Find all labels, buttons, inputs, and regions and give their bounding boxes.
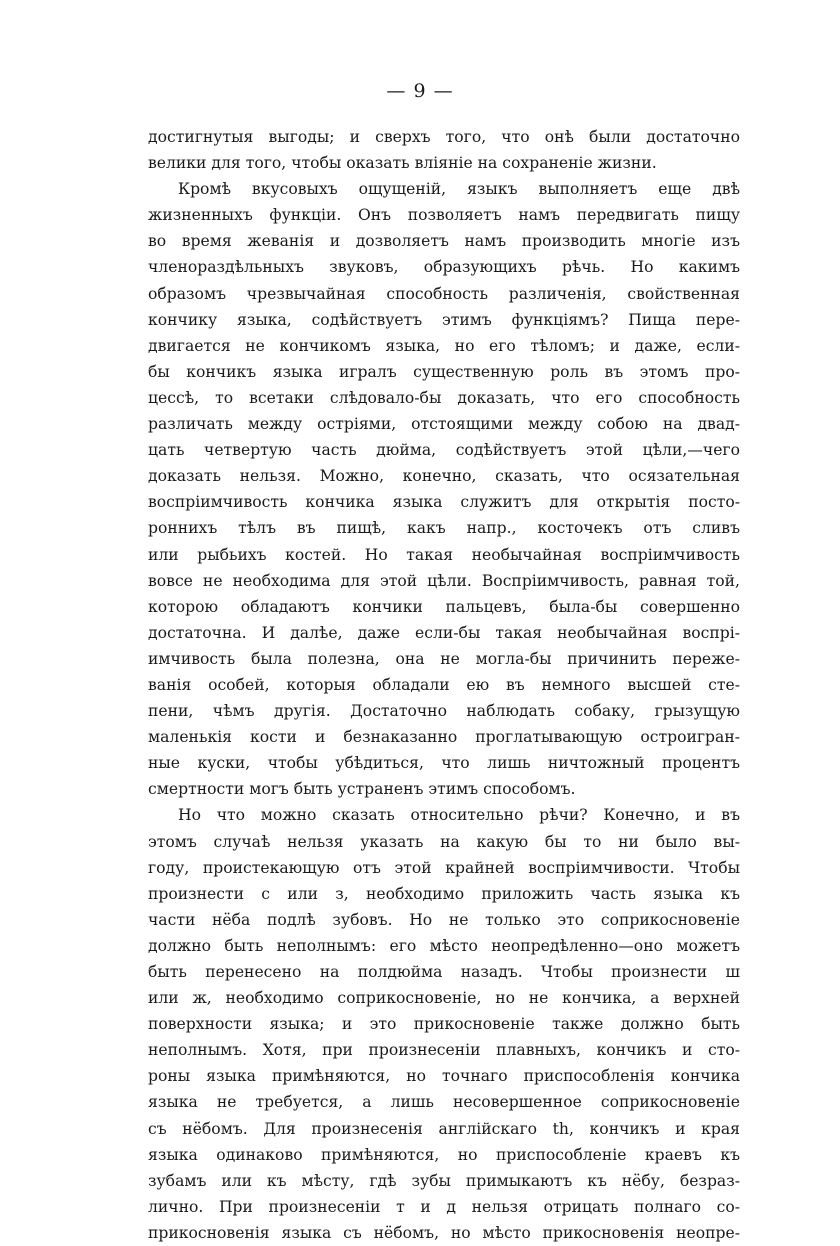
text-line: языка одинаково примѣняются, но приспособленіе краевъ къ <box>148 1145 740 1164</box>
text-line: доказать нельзя. Можно, конечно, сказать, что осязательная <box>148 467 740 486</box>
text-line: которою обладаютъ кончики пальцевъ, была-бы совершенно <box>148 597 740 616</box>
text-line: ванія особей, которыя обладали ею въ немного высшей сте- <box>148 675 740 694</box>
text-line: поверхности языка; и это прикосновеніе также должно быть <box>148 1015 740 1034</box>
text-line: во время жеванія и дозволяетъ намъ производить многіе изъ <box>148 232 740 251</box>
text-line: произнести с или з, необходимо приложить часть языка къ <box>148 884 740 903</box>
text-line: съ нёбомъ. Для произнесенія англійскаго th, кончикъ и края <box>148 1119 740 1138</box>
text-line: языка не требуется, а лишь несовершенное соприкосновеніе <box>148 1093 740 1112</box>
text-line: образомъ чрезвычайная способность различенія, свойственная <box>148 284 740 303</box>
text-line: цать четвертую часть дюйма, содѣйствуетъ этой цѣли,—чего <box>148 441 740 460</box>
text-line: быть перенесено на полдюйма назадъ. Чтобы произнести ш <box>148 963 740 981</box>
text-line: году, проистекающую отъ этой крайней воспріимчивости. Чтобы <box>148 858 740 877</box>
text-line: достигнутыя выгоды; и сверхъ того, что онѣ были достаточно <box>148 128 740 146</box>
text-line: лично. При произнесеніи т и д нельзя отрицать полнаго со- <box>148 1197 740 1216</box>
text-line: этомъ случаѣ нельзя указать на какую бы то ни было вы- <box>148 832 740 851</box>
text-line: двигается не кончикомъ языка, но его тѣломъ; и даже, если- <box>148 336 740 355</box>
text-line: прикосновенія языка съ нёбомъ, но мѣсто прикосновенія неопре- <box>148 1223 740 1242</box>
text-line: кончику языка, содѣйствуетъ этимъ функціямъ? Пища пере- <box>148 310 740 329</box>
text-line: маленькія кости и безнаказанно проглатывающую остроигран- <box>148 728 740 747</box>
text-line: различать между остріями, отстоящими между собою на двад- <box>148 415 740 434</box>
text-line: части нёба подлѣ зубовъ. Но не только это соприкосновеніе <box>148 910 740 929</box>
text-line: Кромѣ вкусовыхъ ощущеній, языкъ выполняетъ еще двѣ <box>178 180 740 199</box>
text-line: имчивость была полезна, она не могла-бы причинить пережe- <box>148 649 740 668</box>
text-line: или рыбьихъ костей. Но такая необычайная воспріимчивость <box>148 545 740 564</box>
text-line: Но что можно сказать относительно рѣчи? Конечно, и въ <box>178 806 740 825</box>
page-body-text <box>148 124 740 1246</box>
text-line: роннихъ тѣлъ въ пищѣ, какъ напр., косточекъ отъ сливъ <box>148 519 740 538</box>
text-line: или ж, необходимо соприкосновеніе, но не кончика, а верхней <box>148 989 740 1008</box>
text-line: воспріимчивость кончика языка служитъ для открытія посто- <box>148 493 740 512</box>
text-line: неполнымъ. Хотя, при произнесеніи плавныхъ, кончикъ и сто- <box>148 1041 740 1060</box>
text-line: роны языка примѣняются, но точнаго приспособленія кончика <box>148 1067 740 1086</box>
text-line: достаточна. И далѣе, даже если-бы такая необычайная воспрі- <box>148 623 740 642</box>
text-line: членораздѣльныхъ звуковъ, образующихъ рѣчь. Но какимъ <box>148 258 740 277</box>
text-line: ные куски, чтобы убѣдиться, что лишь ничтожный процентъ <box>148 754 740 773</box>
page-number-header: — 9 — <box>386 80 454 102</box>
text-line: вовсе не необходима для этой цѣли. Воспріимчивость, равная той, <box>148 571 740 590</box>
text-line: жизненныхъ функціи. Онъ позволяетъ намъ передвигать пищу <box>148 206 740 225</box>
text-line: бы кончикъ языка игралъ существенную роль въ этомъ про- <box>148 362 740 381</box>
text-line: велики для того, чтобы оказать вліяніе на сохраненіе жизни. <box>148 154 657 173</box>
text-line: смертности могъ быть устраненъ этимъ способомъ. <box>148 780 576 799</box>
text-line: зубамъ или къ мѣсту, гдѣ зубы примыкаютъ къ нёбу, безраз- <box>148 1171 740 1190</box>
text-line: должно быть неполнымъ: его мѣсто неопредѣленно—оно можетъ <box>148 936 740 955</box>
text-line: цессѣ, то всетаки слѣдовало-бы доказать, что его способность <box>148 388 740 407</box>
text-line: пени, чѣмъ другія. Достаточно наблюдать собаку, грызущую <box>148 702 740 721</box>
